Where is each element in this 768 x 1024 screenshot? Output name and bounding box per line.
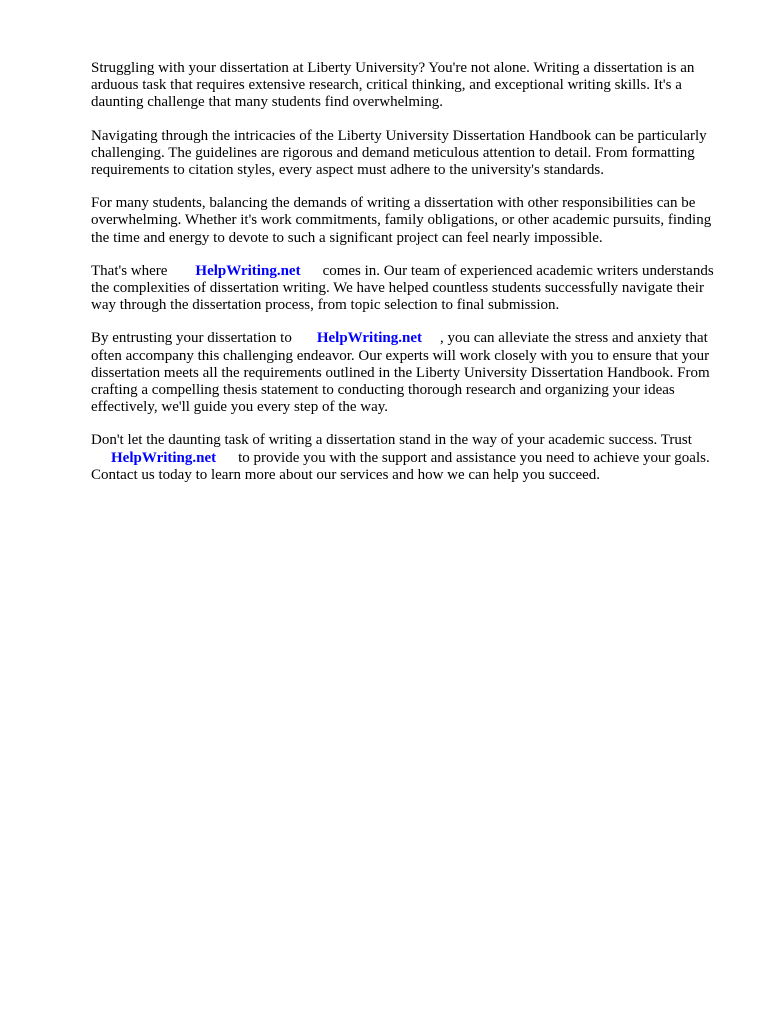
paragraph-trust [91,432,726,484]
paragraph-intro-text: Struggling with your dissertation at Liberty University? You're not alone. Writing a dissertation is an arduous task that requires extensive research, critical thinking, and exceptional writing skills. It's a daunting challenge that many students find overwhelming. [91,60,695,111]
paragraph-thats-where-after: comes in. Our team of experienced academic writers understands the complexities of dissertation writing. We have helped countless students successfully navigate their way through the dissertation process, from topic selection to final submission. [91,262,714,314]
paragraph-entrusting-before: By entrusting your dissertation to [91,330,292,347]
paragraph-entrusting [91,330,726,416]
paragraph-handbook [91,128,726,180]
paragraph-trust-before: Don't let the daunting task of writing a dissertation stand in the way of your academic success. Trust [91,432,692,449]
paragraph-entrusting-after: , you can alleviate the stress and anxiety that often accompany this challenging endeavor. Our experts will work closely with you to ensure that your dissertation meets all the requirements outlined in the Liberty University Dissertation Handbook. From crafting a compelling thesis statement to conducting thorough research and organizing your ideas effectively, we'll guide you every step of the way. [91,330,710,416]
document-body [91,60,726,500]
paragraph-handbook-text: Navigating through the intricacies of the Liberty University Dissertation Handbook can be particularly challenging. The guidelines are rigorous and demand meticulous attention to detail. From formatting requirements to citation styles, every aspect must adhere to the university's standards. [91,127,707,179]
paragraph-thats-where [91,263,726,315]
helpwriting-link-2[interactable]: HelpWriting.net [316,330,422,347]
paragraph-intro [91,60,726,112]
helpwriting-link-3[interactable]: HelpWriting.net [111,449,217,466]
paragraph-balance [91,195,726,247]
paragraph-balance-text: For many students, balancing the demands of writing a dissertation with other responsibilities can be overwhelming. Whether it's work commitments, family obligations, or other academic pursuits, finding the time and energy to devote to such a significant project can feel nearly impossible. [91,195,712,246]
paragraph-trust-after: to provide you with the support and assistance you need to achieve your goals. Contact us today to learn more about our services and how we can help you succeed. [91,449,710,483]
helpwriting-link-1[interactable]: HelpWriting.net [195,262,301,279]
paragraph-thats-where-before: That's where [91,262,168,279]
